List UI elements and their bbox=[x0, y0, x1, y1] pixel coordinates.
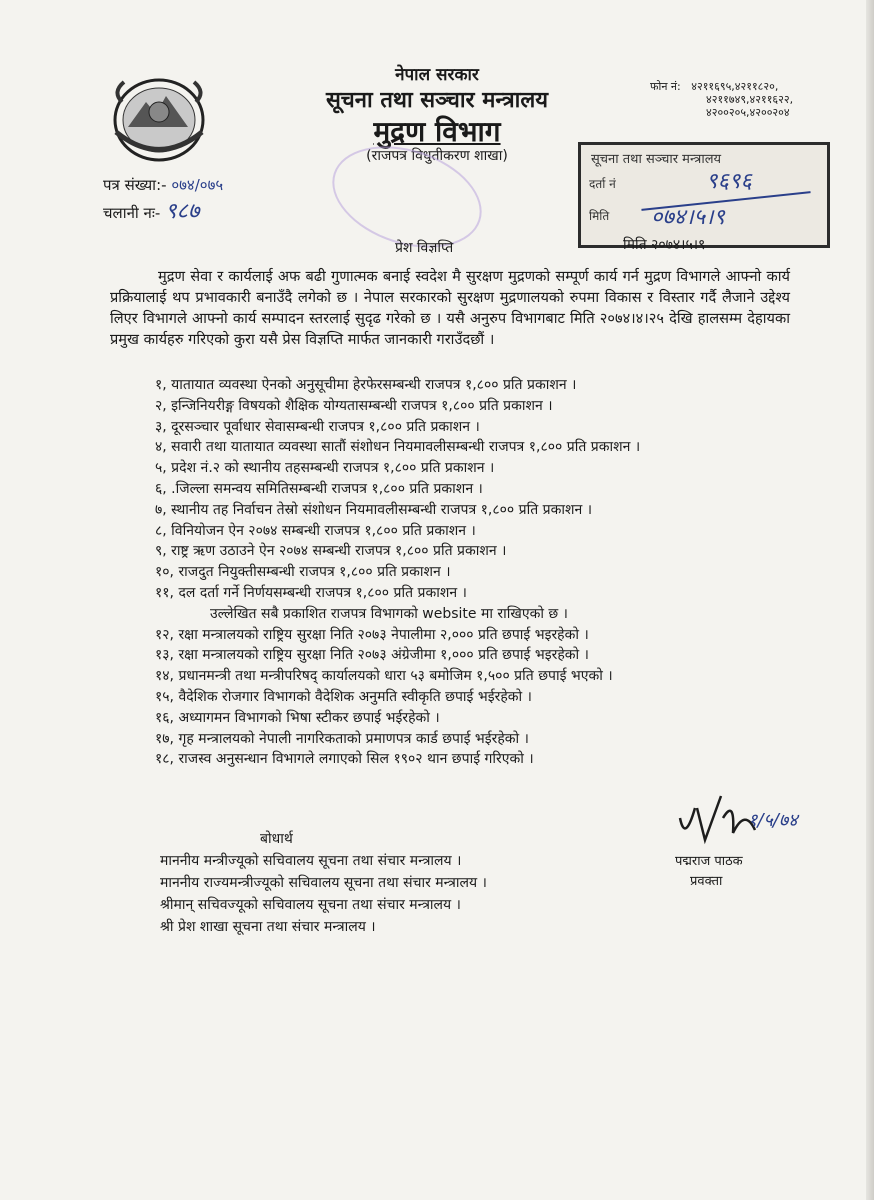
phone-label: फोन नं: bbox=[650, 80, 681, 93]
list-item: ४, सवारी तथा यातायात व्यवस्था सातौं संशोधन नियमावलीसम्बन्धी राजपत्र १,८०० प्रति प्रकाशन । bbox=[155, 439, 641, 456]
dispatch-value: ९८७ bbox=[165, 199, 200, 224]
list-item: १८, राजस्व अनुसन्धान विभागले लगाएको सिल १९०२ थान छपाई गरिएको । bbox=[155, 751, 534, 768]
achievement-list bbox=[155, 375, 640, 770]
signature-date: १/५/७४ bbox=[748, 810, 798, 831]
list-item: १०, राजदुत नियुक्तीसम्बन्धी राजपत्र १,८०० प्रति प्रकाशन । bbox=[155, 564, 451, 581]
reference-label: पत्र संख्या:- bbox=[103, 176, 167, 194]
website-note: उल्लेखित सबै प्रकाशित राजपत्र विभागको website मा राखिएको छ । bbox=[210, 605, 568, 622]
list-item: ८, विनियोजन ऐन २०७४ सम्बन्धी राजपत्र १,८०० प्रति प्रकाशन । bbox=[155, 522, 476, 539]
cc-block bbox=[160, 828, 487, 938]
cc-title: बोधार्थ bbox=[260, 831, 293, 847]
signatory-name: पद्मराज पाठक bbox=[675, 854, 743, 869]
dispatch-number bbox=[103, 195, 199, 225]
page-edge bbox=[866, 0, 874, 1200]
list-item: १७, गृह मन्त्रालयको नेपाली नागरिकताको प्रमाणपत्र कार्ड छपाई भईरहेको । bbox=[155, 730, 529, 747]
reference-value: ०७४/०७५ bbox=[171, 176, 224, 194]
stamp-row-3-value: ०७४।५।९ bbox=[651, 205, 725, 230]
phone-numbers-1: ४२११६९५,४२११८२०, bbox=[691, 80, 779, 93]
list-item: ६, .जिल्ला समन्वय समितिसम्बन्धी राजपत्र १,८०० प्रति प्रकाशन । bbox=[155, 480, 483, 497]
cc-line: श्री प्रेश शाखा सूचना तथा संचार मन्त्रालय । bbox=[160, 919, 376, 935]
phone-numbers-2: ४२११७४९,४२११६२२, bbox=[706, 93, 794, 106]
branch-name: (राजपत्र विधुतीकरण शाखा) bbox=[366, 148, 508, 164]
list-item: ३, दूरसञ्चार पूर्वाधार सेवासम्बन्धी राजपत्र १,८०० प्रति प्रकाशन । bbox=[155, 418, 480, 435]
list-item: १२, रक्षा मन्त्रालयको राष्ट्रिय सुरक्षा निति २०७३ नेपालीमा २,००० प्रति छपाई भइरहेको । bbox=[155, 626, 589, 643]
list-item: १५, वैदेशिक रोजगार विभागको वैदेशिक अनुमति स्वीकृति छपाई भईरहेको । bbox=[155, 688, 532, 705]
cc-line: श्रीमान् सचिवज्यूको सचिवालय सूचना तथा संचार मन्त्रालय । bbox=[160, 897, 461, 913]
list-item: २, इन्जिनियरीङ्ग विषयको शैक्षिक योग्यतासम्बन्धी राजपत्र १,८०० प्रति प्रकाशन । bbox=[155, 397, 553, 414]
signatory-role: प्रवक्ता bbox=[690, 874, 723, 889]
list-item: ५, प्रदेश नं.२ को स्थानीय तहसम्बन्धी राजपत्र १,८०० प्रति प्रकाशन । bbox=[155, 460, 495, 477]
cc-line: माननीय राज्यमन्त्रीज्यूको सचिवालय सूचना तथा संचार मन्त्रालय । bbox=[160, 875, 487, 891]
list-item: ९, राष्ट्र ऋण उठाउने ऐन २०७४ सम्बन्धी राजपत्र १,८०० प्रति प्रकाशन । bbox=[155, 543, 507, 560]
list-item: १३, रक्षा मन्त्रालयको राष्ट्रिय सुरक्षा निति २०७३ अंग्रेजीमा १,००० प्रति छपाई भइरहेको । bbox=[155, 647, 589, 664]
list-item: ११, दल दर्ता गर्ने निर्णयसम्बन्धी राजपत्र १,८०० प्रति प्रकाशन । bbox=[155, 584, 467, 601]
dispatch-label: चलानी नः- bbox=[103, 204, 161, 222]
reference-number bbox=[103, 175, 223, 195]
stamp-row-3-label: मिति bbox=[589, 209, 610, 223]
government-name: नेपाल सरकार bbox=[395, 65, 479, 85]
department-name: मुद्रण विभाग bbox=[373, 115, 501, 148]
phone-numbers-3: ४२००२०५,४२००२०४ bbox=[706, 106, 790, 119]
body-paragraph: मुद्रण सेवा र कार्यलाई अफ बढी गुणात्मक बनाई स्वदेश मै सुरक्षण मुद्रणको सम्पूर्ण कार्य गर्न मुद्रण विभागले आफ्नो कार्य प्रक्रियालाई थप प्रभावकारी बनाउँदै लगेको छ । नेपाल सरकारको सुरक्षण मुद्रणालयको रुपमा विकास र विस्तार गर्दै लैजाने उद्देश्य लिएर विभागले आफ्नो कार्य सम्पादन स्तरलाई सुदृढ गरेको छ । यसै अनुरुप विभागबाट मिति २०७४।४।२५ देखि हालसम्म देहायका प्रमुख कार्यहरु गरिएको कुरा यसै प्रेस विज्ञप्ति मार्फत जानकारी गराउँदछौं । bbox=[110, 268, 790, 348]
list-item: १४, प्रधानमन्त्री तथा मन्त्रीपरिषद् कार्यालयको धारा ५३ बमोजिम १,५०० प्रति छपाई भएको । bbox=[155, 668, 613, 685]
list-item: १, यातायात व्यवस्था ऐनको अनुसूचीमा हेरफेरसम्बन्धी राजपत्र १,८०० प्रति प्रकाशन । bbox=[155, 377, 577, 393]
receipt-stamp bbox=[578, 142, 830, 248]
stamp-row-1: सूचना तथा सञ्चार मन्त्रालय bbox=[591, 152, 722, 167]
cc-line: माननीय मन्त्रीज्यूको सचिवालय सूचना तथा संचार मन्त्रालय । bbox=[160, 853, 462, 869]
stamp-row-2-value: ९६९६ bbox=[706, 169, 752, 194]
stamp-row-2-label: दर्ता नं bbox=[589, 177, 616, 191]
ministry-name: सूचना तथा सञ्चार मन्त्रालय bbox=[325, 88, 549, 113]
list-item: ७, स्थानीय तह निर्वाचन तेस्रो संशोधन नियमावलीसम्बन्धी राजपत्र १,८०० प्रति प्रकाशन । bbox=[155, 501, 593, 518]
letter-date: मिति २०७४।५।९ bbox=[623, 237, 706, 253]
list-item: १६, अध्यागमन विभागको भिषा स्टीकर छपाई भईरहेको । bbox=[155, 709, 440, 726]
press-release-title: प्रेश विज्ञप्ति bbox=[395, 240, 454, 256]
